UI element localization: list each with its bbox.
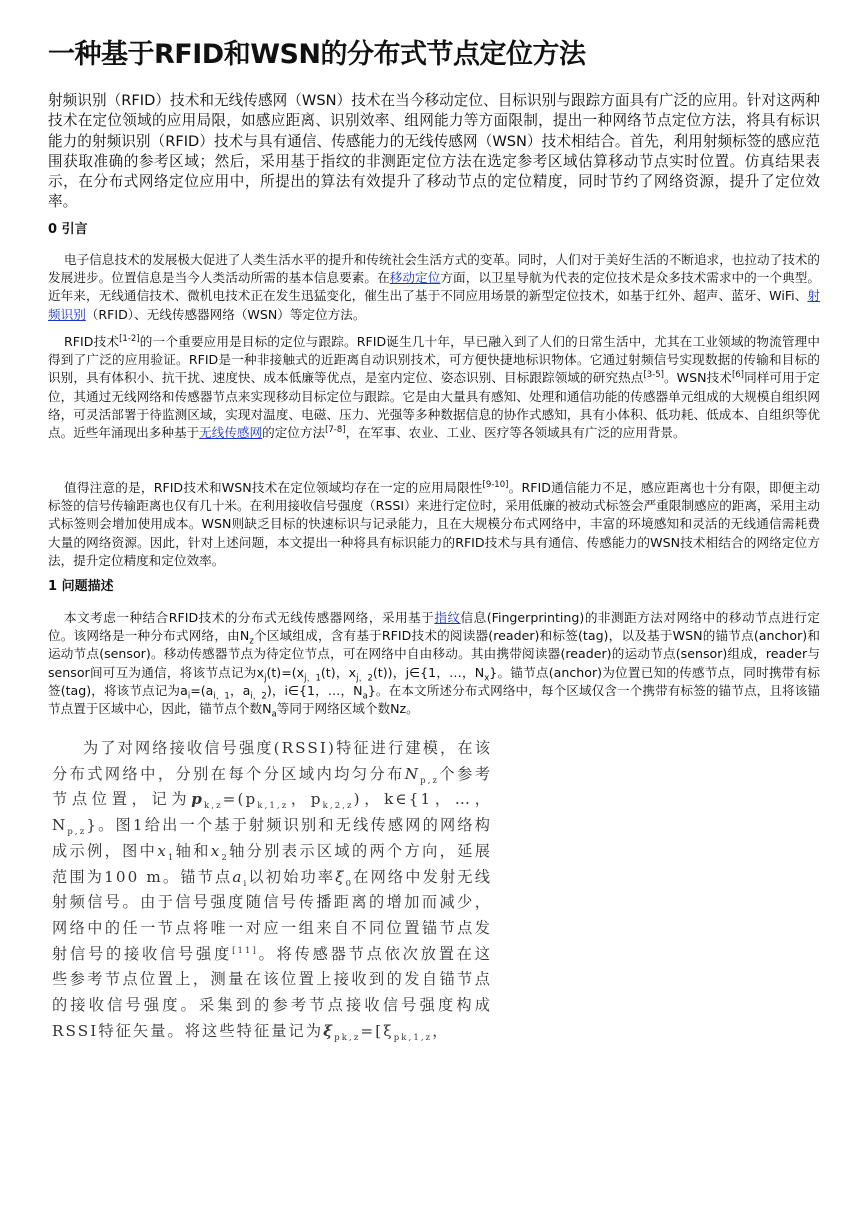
scanned-paragraph: 为了对网络接收信号强度(RSSI)特征进行建模，在该分布式网络中，分别在每个分区域内均匀分布$N_{p,z}$个参考节点位置，记为$p_{k,z}=(p_{k,1,z}$，$p_{k,2,z}$)，k∈{1，…，$N_{p,z}$}。图1给出一个基于射频识别和无线传感网的网络构成示例，图中$x_1$轴和$x_2$轴分别表示区域的两个方向，延展范围为100 m。锚节点$a_i$以初始功率$\xi_0$在网络中发射无线射频信号。由于信号强度随信号传播距离的增加而减少，网络中的任一节点将唯一对应一组来自不同位置锚节点发射信号的接收信号强度[11]。将传感器节点依次放置在这些参考节点位置上，测量在该位置上接收到的发自锚节点的接收信号强度。采集到的参考节点接收信号强度构成RSSI特征矢量。将这些特征量记为$\xi_{pk,z}=[\xi_{pk,1,z}$， xyxy=(52,739,492,1043)
section-heading-problem: 1 问题描述 xyxy=(48,579,114,594)
page-title: 一种基于RFID和WSN的分布式节点定位方法 xyxy=(48,39,586,70)
link-rfid[interactable]: 射频识别 xyxy=(48,288,820,322)
link-mobile-positioning[interactable]: 移动定位 xyxy=(389,270,441,286)
citation: [3-5] xyxy=(643,370,664,381)
intro-paragraph-3: 值得注意的是，RFID技术和WSN技术在定位领域均存在一定的应用局限性[9-10]。RFID通信能力不足，感应距离也十分有限，即便主动标签的信号传输距离也仅有几十米。在利用接收信号强度（RSSI）来进行定位时，采用低廉的被动式标签会严重限制感应的距离，采用主动式标签则会增加使用成本。WSN则缺乏目标的快速标识与记录能力，且在大规模分布式网络中，丰富的环境感知和灵活的无线通信需耗费大量的网络资源。因此，针对上述问题，本文提出一种将具有标识能力的RFID技术与具有通信、传感能力的WSN技术相结合的网络定位方法，提升定位精度和定位效率。 xyxy=(48,479,820,568)
citation: [11] xyxy=(232,945,258,956)
citation: [6] xyxy=(731,370,744,381)
problem-paragraph-1: 本文考虑一种结合RFID技术的分布式无线传感器网络，采用基于指纹信息(Fingerprinting)的非测距方法对网络中的移动节点进行定位。该网络是一种分布式网络，由$N_z$个区域组成，含有基于RFID技术的阅读器(reader)和标签(tag)，以及基于WSN的锚节点(anchor)和运动节点(sensor)。移动传感器节点为待定位节点，可在网络中自由移动。其由携带阅读器(reader)的运动节点(sensor)组成，reader与sensor间可互为通信，将该节点记为$x_j(t)=(x_{j,1}(t)$，$x_{j,2}(t)$)，j∈{1，…，$N_x$}。锚节点(anchor)为位置已知的传感节点，同时携带有标签(tag)，将该节点记为$a_i=(a_{i,1}$，$a_{i,2}$)，i∈{1，…，$N_a$}。在本文所述分布式网络中，每个区域仅含一个携带有标签的锚节点，且将该锚节点置于区域中心，因此，锚节点个数$N_a$等同于网络区域个数Nz。 xyxy=(48,610,821,720)
link-wsn[interactable]: 无线传感网 xyxy=(199,425,263,441)
intro-paragraph-2: RFID技术[1-2]的一个重要应用是目标的定位与跟踪。RFID诞生几十年，早已融入到了人们的日常生活中，尤其在工业领域的物流管理中得到了广泛的应用验证。RFID是一种非接触式的近距离自动识别技术，可方便快捷地标识物体。它通过射频信号实现数据的传输和目标的识别，具有体积小、抗干扰、速度快、成本低廉等优点，是室内定位、姿态识别、目标跟踪领域的研究热点[3-5]。WSN技术[6]同样可用于定位，其通过无线网络和传感器节点来实现移动目标定位与跟踪。它是由大量具有感知、处理和通信功能的传感器单元组成的大规模自组织网络，可灵活部署于待监测区域，实现对温度、电磁、压力、光强等多种数据信息的协作式感知，具有小体积、低功耗、低成本、自组织等优点。近些年涌现出多种基于无线传感网的定位方法[7-8]，在军事、农业、工业、医疗等各领域具有广泛的应用背景。 xyxy=(48,333,821,441)
scanned-text-excerpt xyxy=(52,736,492,1044)
section-heading-introduction: 0 引言 xyxy=(48,222,88,237)
abstract: 射频识别（RFID）技术和无线传感网（WSN）技术在当今移动定位、目标识别与跟踪方面具有广泛的应用。针对这两种技术在定位领域的应用局限，如感应距离、识别效率、组网能力等方面限制，提出一种网络节点定位方法，将具有标识能力的射频识别（RFID）技术与具有通信、传感能力的无线传感网（WSN）技术相结合。首先，利用射频标签的感应范围获取准确的参考区域；然后，采用基于指纹的非测距定位方法在选定参考区域估算移动节点实时位置。仿真结果表示，在分布式网络定位应用中，所提出的算法有效提升了移动节点的定位精度，同时节约了网络资源，提升了定位效率。 xyxy=(48,92,820,211)
intro-paragraph-1: 电子信息技术的发展极大促进了人类生活水平的提升和传统社会生活方式的变革。同时，人们对于美好生活的不断追求，也拉动了技术的发展进步。位置信息是当今人类活动所需的基本信息要素。在移动定位方面，以卫星导航为代表的定位技术是众多技术需求中的一个典型。近年来，无线通信技术、微机电技术正在发生迅猛变化，催生出了基于不同应用场景的新型定位技术，如基于红外、超声、蓝牙、WiFi、射频识别（RFID）、无线传感器网络（WSN）等定位方法。 xyxy=(48,252,821,322)
citation: [9-10] xyxy=(482,479,509,490)
link-fingerprint[interactable]: 指纹 xyxy=(434,610,461,625)
citation: [1-2] xyxy=(119,333,140,344)
citation: [7-8] xyxy=(325,424,346,435)
